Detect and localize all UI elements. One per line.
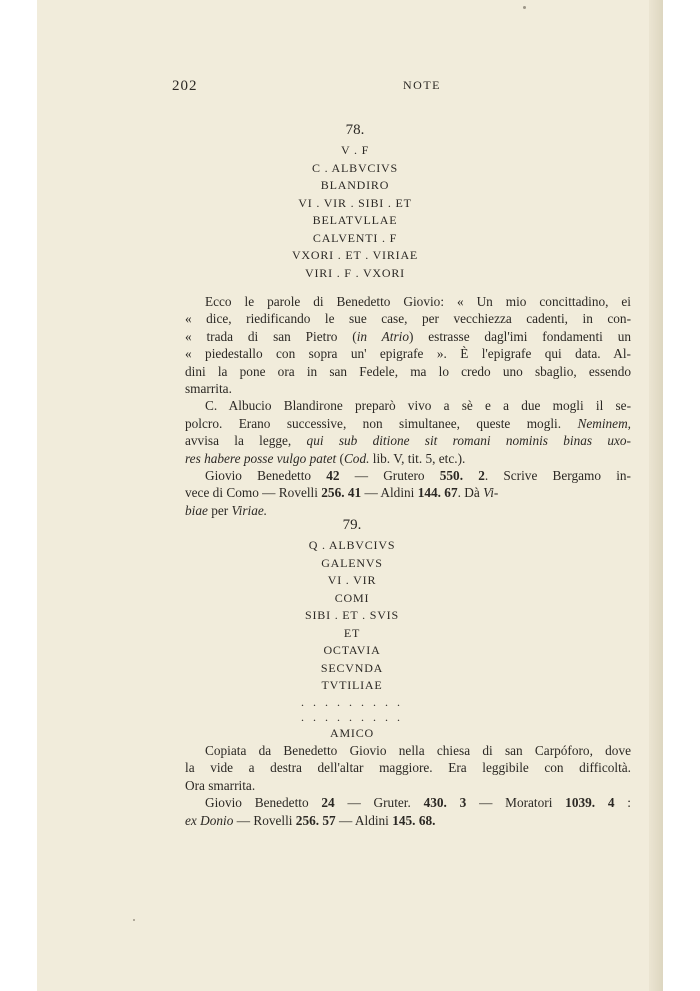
paragraph	[165, 742, 631, 794]
inscription-line: SECVNDA	[320, 660, 384, 675]
inscription-line: Q . ALBVCIVS	[308, 538, 396, 552]
text-run: . Dà	[457, 485, 484, 501]
text-line	[165, 812, 631, 829]
italic-run: in Atrio	[356, 328, 409, 344]
text-line	[165, 450, 631, 467]
text-run: (	[336, 450, 344, 466]
inscription-line: BELATVLLAE	[312, 213, 398, 227]
inscription-line: GALENVS	[321, 555, 383, 570]
bold-run: 145. 68.	[392, 812, 436, 828]
bold-run: 256. 41	[321, 485, 362, 501]
italic-run: Vi-	[483, 485, 499, 501]
text-run: Giovio Benedetto	[205, 795, 322, 811]
text-line	[165, 484, 631, 501]
inscription-line: CALVENTI . F	[312, 230, 398, 245]
text-line	[165, 794, 631, 811]
italic-run: Cod.	[343, 450, 370, 466]
paper-speck	[523, 6, 526, 9]
text-line: la vide a destra dell'altar maggiore. Era leggibile con difficoltà.	[185, 760, 631, 776]
text-run: — Moratori	[466, 795, 566, 811]
lacuna-dots: . . . . . . . . .	[301, 694, 403, 709]
text-run: — Aldini	[361, 485, 418, 501]
italic-run: qui sub ditione sit romani nominis binas uxo-	[306, 433, 631, 449]
inscription-number: 79.	[342, 517, 362, 533]
bold-run: 430. 3	[423, 795, 467, 811]
text-run: « trada di san Pietro (	[185, 328, 357, 344]
bold-run: 1039. 4	[565, 795, 615, 811]
text-run: :	[614, 795, 631, 811]
inscription-line: BLANDIRO	[320, 178, 390, 192]
paper-speck	[133, 919, 135, 921]
italic-run: res habere posse vulgo patet	[185, 450, 337, 466]
inscription-line: VIRI . F . VXORI	[305, 265, 405, 280]
text-line: « dice, riedificando le sue case, per vecchiezza cadenti, in con-	[185, 311, 631, 327]
bold-run: 24	[321, 795, 335, 811]
italic-run: Viriae.	[231, 502, 268, 518]
running-head: NOTE	[403, 78, 441, 92]
inscription-line: C . ALBVCIVS	[312, 160, 398, 175]
inscription-line: VI . VIR	[327, 573, 377, 587]
text-line	[165, 415, 631, 432]
inscription-line: SIBI . ET . SVIS	[305, 608, 399, 622]
bold-run: 256. 57	[295, 812, 336, 828]
page-header	[37, 78, 663, 98]
text-line: Ecco le parole di Benedetto Giovio: « Un mio concittadino, ei	[205, 294, 631, 309]
inscription-line: COMI	[334, 590, 370, 605]
italic-run: biae	[185, 502, 208, 518]
text-line: Ora smarrita.	[185, 777, 256, 793]
text-run: . Scrive Bergamo in-	[484, 468, 631, 484]
commentary-78	[165, 293, 631, 519]
paragraph	[165, 794, 631, 829]
paragraph	[165, 293, 631, 397]
text-run: polcro. Erano successive, non simultanee, queste mogli.	[185, 415, 578, 431]
italic-run: ex Donio	[185, 812, 234, 828]
commentary-79	[165, 742, 631, 829]
text-line: Copiata da Benedetto Giovio nella chiesa di san Carpóforo, dove	[205, 743, 631, 758]
inscription-line: AMICO	[329, 725, 374, 740]
inscription-line: OCTAVIA	[323, 643, 381, 657]
paragraph	[165, 397, 631, 467]
page-number: 202	[172, 78, 198, 94]
inscription-line: ET	[343, 625, 361, 640]
text-run: avvisa la legge,	[185, 433, 307, 449]
inscription-number: 78.	[345, 122, 365, 138]
inscription-line: VXORI . ET . VIRIAE	[291, 248, 419, 262]
paragraph	[165, 467, 631, 519]
text-line: smarrita.	[185, 381, 232, 397]
inscription-79	[37, 516, 663, 742]
text-line: dini la pone ora in san Fedele, ma lo credo uno sbaglio, essendo	[185, 363, 631, 379]
text-line	[165, 467, 631, 484]
bold-run: 550. 2	[439, 468, 485, 484]
bold-run: 144. 67	[417, 485, 458, 501]
bold-run: 42	[326, 468, 340, 484]
text-run: vece di Como — Rovelli	[185, 485, 322, 501]
text-run: per	[207, 502, 232, 518]
text-run: lib. V, tit. 5, etc.).	[369, 450, 466, 466]
inscription-line: TVTILIAE	[321, 678, 383, 692]
text-line: C. Albucio Blandirone preparò vivo a sè e a due mogli il se-	[205, 398, 631, 414]
text-run: — Gruter.	[334, 795, 424, 811]
text-run: — Rovelli	[233, 812, 296, 828]
text-run: ) estrasse dagl'imi fondamenti un	[408, 328, 631, 344]
text-line	[165, 432, 631, 449]
text-line	[165, 328, 631, 345]
inscription-line: V . F	[340, 143, 370, 157]
inscription-78	[37, 121, 663, 282]
text-run: — Aldini	[335, 812, 393, 828]
italic-run: Neminem,	[577, 415, 631, 431]
book-page	[37, 0, 663, 991]
inscription-line: VI . VIR . SIBI . ET	[298, 195, 412, 210]
text-run: Giovio Benedetto	[205, 468, 327, 484]
text-run: — Grutero	[339, 468, 440, 484]
text-line: « piedestallo con sopra un' epigrafe ». È l'epigrafe qui data. Al-	[185, 346, 631, 362]
lacuna-dots: . . . . . . . . .	[301, 709, 403, 724]
